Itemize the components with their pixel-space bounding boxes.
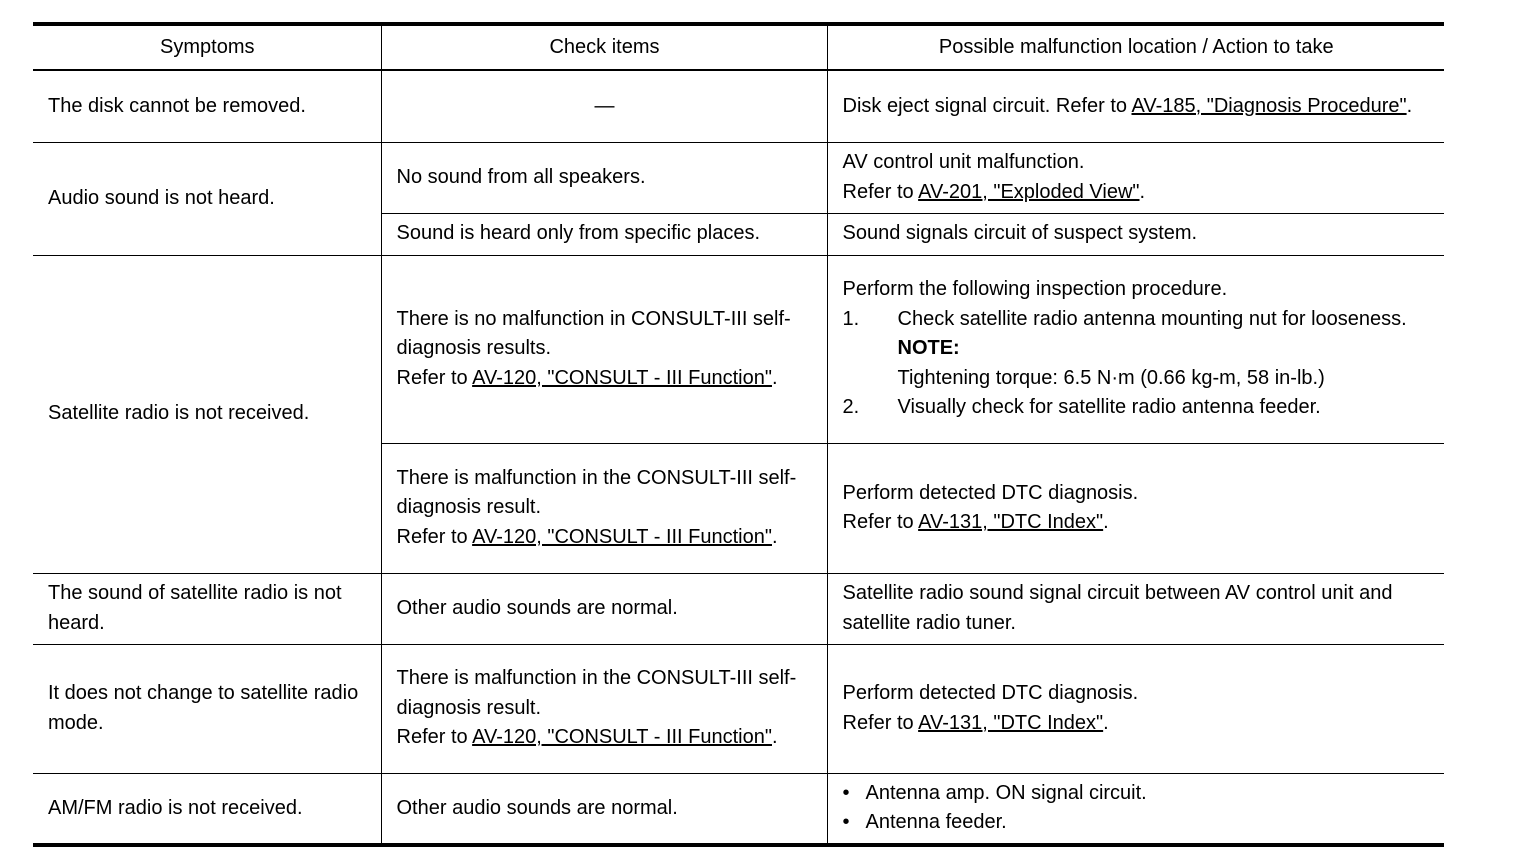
check-cell: There is malfunction in the CONSULT-III self-diagnosis result. Refer to AV-120, "CONSULT - III Function". (381, 644, 827, 773)
reference-link[interactable]: AV-185, "Diagnosis Procedure" (1131, 94, 1407, 117)
check-cell: There is no malfunction in CONSULT-III self-diagnosis results. Refer to AV-120, "CONSULT - III Function". (381, 255, 827, 443)
list-item: • Antenna amp. ON signal circuit. (843, 779, 1431, 809)
table-row (33, 773, 1444, 845)
bullet-icon: • (842, 811, 850, 834)
check-cell: Sound is heard only from specific places. (381, 213, 827, 255)
note-text: Tightening torque: 6.5 N·m (0.66 kg-m, 58 in-lb.) (897, 366, 1325, 389)
note-label: NOTE: (897, 337, 960, 360)
list-item: 1. Check satellite radio antenna mounting nut for looseness. NOTE: Tightening torque: 6.5 N·m (0.66 kg-m, 58 in-lb.) (843, 305, 1431, 394)
action-cell: Satellite radio sound signal circuit between AV control unit and satellite radio tuner. (827, 573, 1444, 644)
symptom-cell: The disk cannot be removed. (33, 70, 381, 142)
list-item: • Antenna feeder. (843, 808, 1431, 838)
table-row (33, 573, 1444, 644)
action-cell: AV control unit malfunction. Refer to AV-201, "Exploded View". (827, 142, 1444, 213)
table-row (33, 644, 1444, 773)
reference-link[interactable]: AV-201, "Exploded View" (918, 180, 1140, 203)
action-cell: Disk eject signal circuit. Refer to AV-185, "Diagnosis Procedure". (827, 70, 1444, 142)
table-row (33, 255, 1444, 443)
reference-link[interactable]: AV-131, "DTC Index" (918, 711, 1104, 734)
reference-link[interactable]: AV-120, "CONSULT - III Function" (472, 525, 772, 548)
action-cell: Perform detected DTC diagnosis. Refer to AV-131, "DTC Index". (827, 443, 1444, 573)
check-cell: Other audio sounds are normal. (381, 573, 827, 644)
header-action: Possible malfunction location / Action to take (827, 24, 1444, 70)
reference-link[interactable]: AV-131, "DTC Index" (918, 511, 1104, 533)
check-cell: No sound from all speakers. (381, 142, 827, 213)
action-cell (827, 773, 1444, 845)
action-cell: Sound signals circuit of suspect system. (827, 213, 1444, 255)
symptom-cell: It does not change to satellite radio mode. (33, 644, 381, 773)
check-cell: Other audio sounds are normal. (381, 773, 827, 845)
symptom-cell: The sound of satellite radio is not heard. (33, 573, 381, 644)
symptom-cell: Satellite radio is not received. (33, 255, 381, 573)
list-item: 2. Visually check for satellite radio antenna feeder. (842, 396, 1321, 419)
symptom-cell: AM/FM radio is not received. (33, 773, 381, 845)
bullet-icon: • (842, 781, 850, 804)
check-cell: — (381, 70, 827, 142)
action-cell: Perform detected DTC diagnosis. Refer to AV-131, "DTC Index". (827, 644, 1444, 773)
header-check-items: Check items (381, 24, 827, 70)
diagnosis-table (33, 22, 1444, 847)
action-text: Disk eject signal circuit. Refer to (842, 94, 1132, 117)
table-row (33, 70, 1444, 142)
check-cell: There is malfunction in the CONSULT-III self-diagnosis result. Refer to AV-120, "CONSULT - III Function". (381, 443, 827, 573)
reference-link[interactable]: AV-120, "CONSULT - III Function" (472, 726, 772, 749)
header-row (33, 24, 1444, 70)
action-cell: Perform the following inspection procedure. 1. Check satellite radio antenna mounting nut for looseness. NOTE: Tightening torque: 6.5 N·m (0.66 kg-m, 58 in-lb.) 2. Visually check for satellite radio antenna feeder. (827, 255, 1444, 443)
symptom-cell: Audio sound is not heard. (33, 142, 381, 255)
header-symptoms: Symptoms (33, 24, 381, 70)
reference-link[interactable]: AV-120, "CONSULT - III Function" (472, 366, 772, 389)
table-row (33, 142, 1444, 213)
action-text: AV control unit malfunction. (842, 151, 1085, 173)
